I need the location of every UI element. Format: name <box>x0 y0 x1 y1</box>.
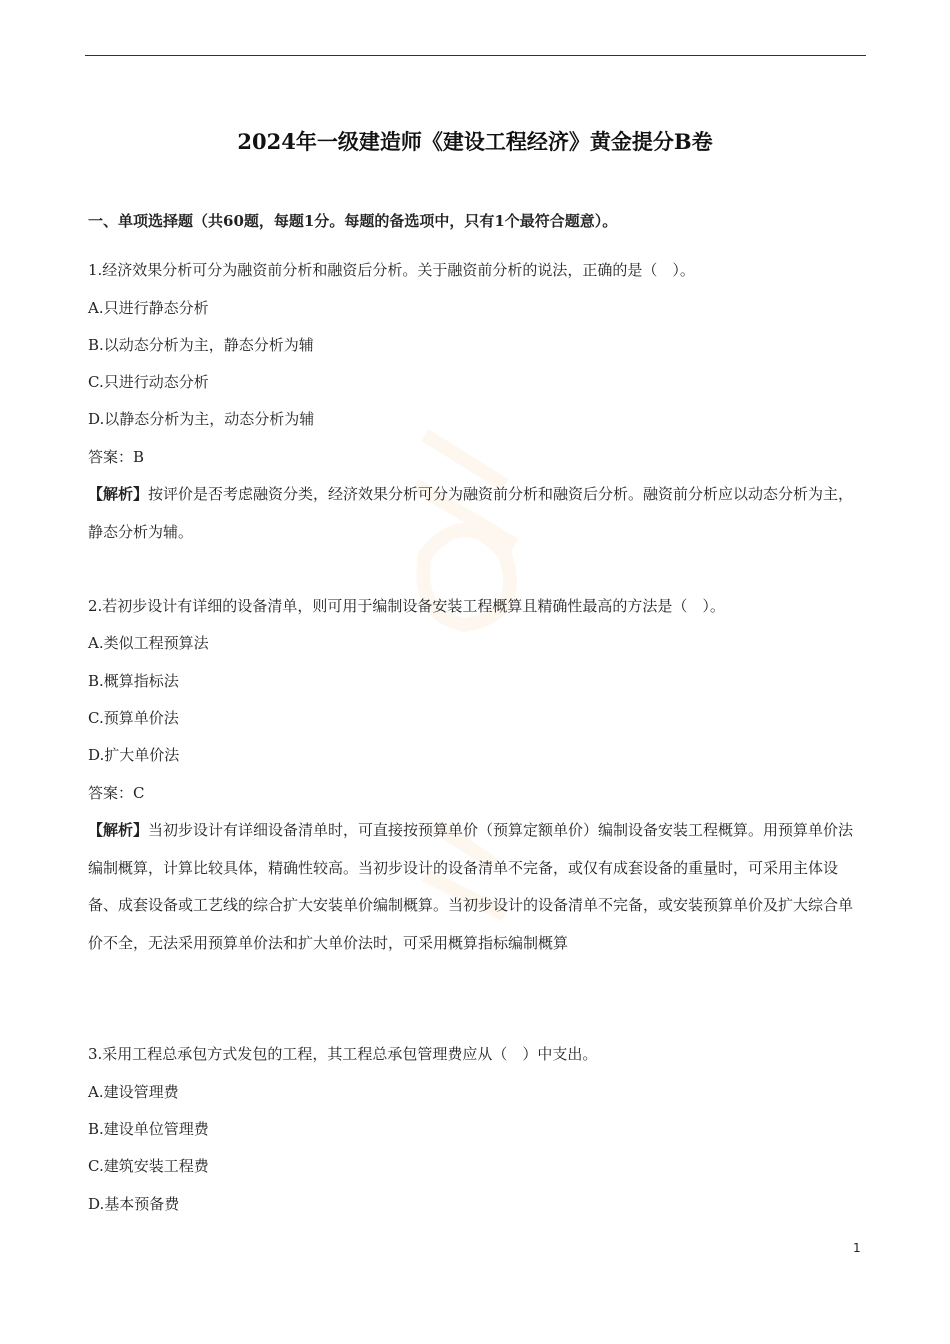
analysis-tag: 【解析】 <box>88 485 149 503</box>
question-2-analysis <box>88 812 863 962</box>
page-number: 1 <box>853 1241 861 1255</box>
question-1-analysis <box>88 476 863 551</box>
question-1-option-a: A.只进行静态分析 <box>88 299 209 317</box>
question-3-option-d: D.基本预备费 <box>88 1195 180 1213</box>
question-1-option-c: C.只进行动态分析 <box>88 373 209 391</box>
question-1-answer: 答案：B <box>88 448 145 466</box>
question-3-option-a: A.建设管理费 <box>88 1083 179 1101</box>
question-2-stem: 2.若初步设计有详细的设备清单，则可用于编制设备安装工程概算且精确性最高的方法是（ ）。 <box>88 597 725 615</box>
question-3-stem: 3.采用工程总承包方式发包的工程，其工程总承包管理费应从（ ）中支出。 <box>88 1045 598 1063</box>
question-2-answer: 答案：C <box>88 784 145 802</box>
question-2-option-c: C.预算单价法 <box>88 709 179 727</box>
question-1-option-d: D.以静态分析为主，动态分析为辅 <box>88 410 315 428</box>
header-rule <box>85 55 866 56</box>
analysis-text: 当初步设计有详细设备清单时，可直接按预算单价（预算定额单价）编制设备安装工程概算。用预算单价法编制概算，计算比较具体，精确性较高。当初步设计的设备清单不完备，或仅有成套设备的重量时，可采用主体设备、成套设备或工艺线的综合扩大安装单价编制概算。当初步设计的设备清单不完备，或安装预算单价及扩大综合单价不全，无法采用预算单价法和扩大单价法时，可采用概算指标编制概算 <box>88 821 854 952</box>
document-title: 2024年一级建造师《建设工程经济》黄金提分B卷 <box>237 129 713 154</box>
question-2-option-a: A.类似工程预算法 <box>88 634 209 652</box>
question-3-option-c: C.建筑安装工程费 <box>88 1157 209 1175</box>
section-heading: 一、单项选择题（共60题，每题1分。每题的备选项中，只有1个最符合题意）。 <box>88 212 618 230</box>
question-2-option-b: B.概算指标法 <box>88 672 179 690</box>
question-2-option-d: D.扩大单价法 <box>88 746 180 764</box>
analysis-tag: 【解析】 <box>88 821 149 839</box>
analysis-text: 按评价是否考虑融资分类，经济效果分析可分为融资前分析和融资后分析。融资前分析应以动态分析为主，静态分析为辅。 <box>88 485 854 541</box>
question-3-option-b: B.建设单位管理费 <box>88 1120 209 1138</box>
question-1-stem: 1.经济效果分析可分为融资前分析和融资后分析。关于融资前分析的说法，正确的是（ ）。 <box>88 261 695 279</box>
question-1-option-b: B.以动态分析为主，静态分析为辅 <box>88 336 314 354</box>
